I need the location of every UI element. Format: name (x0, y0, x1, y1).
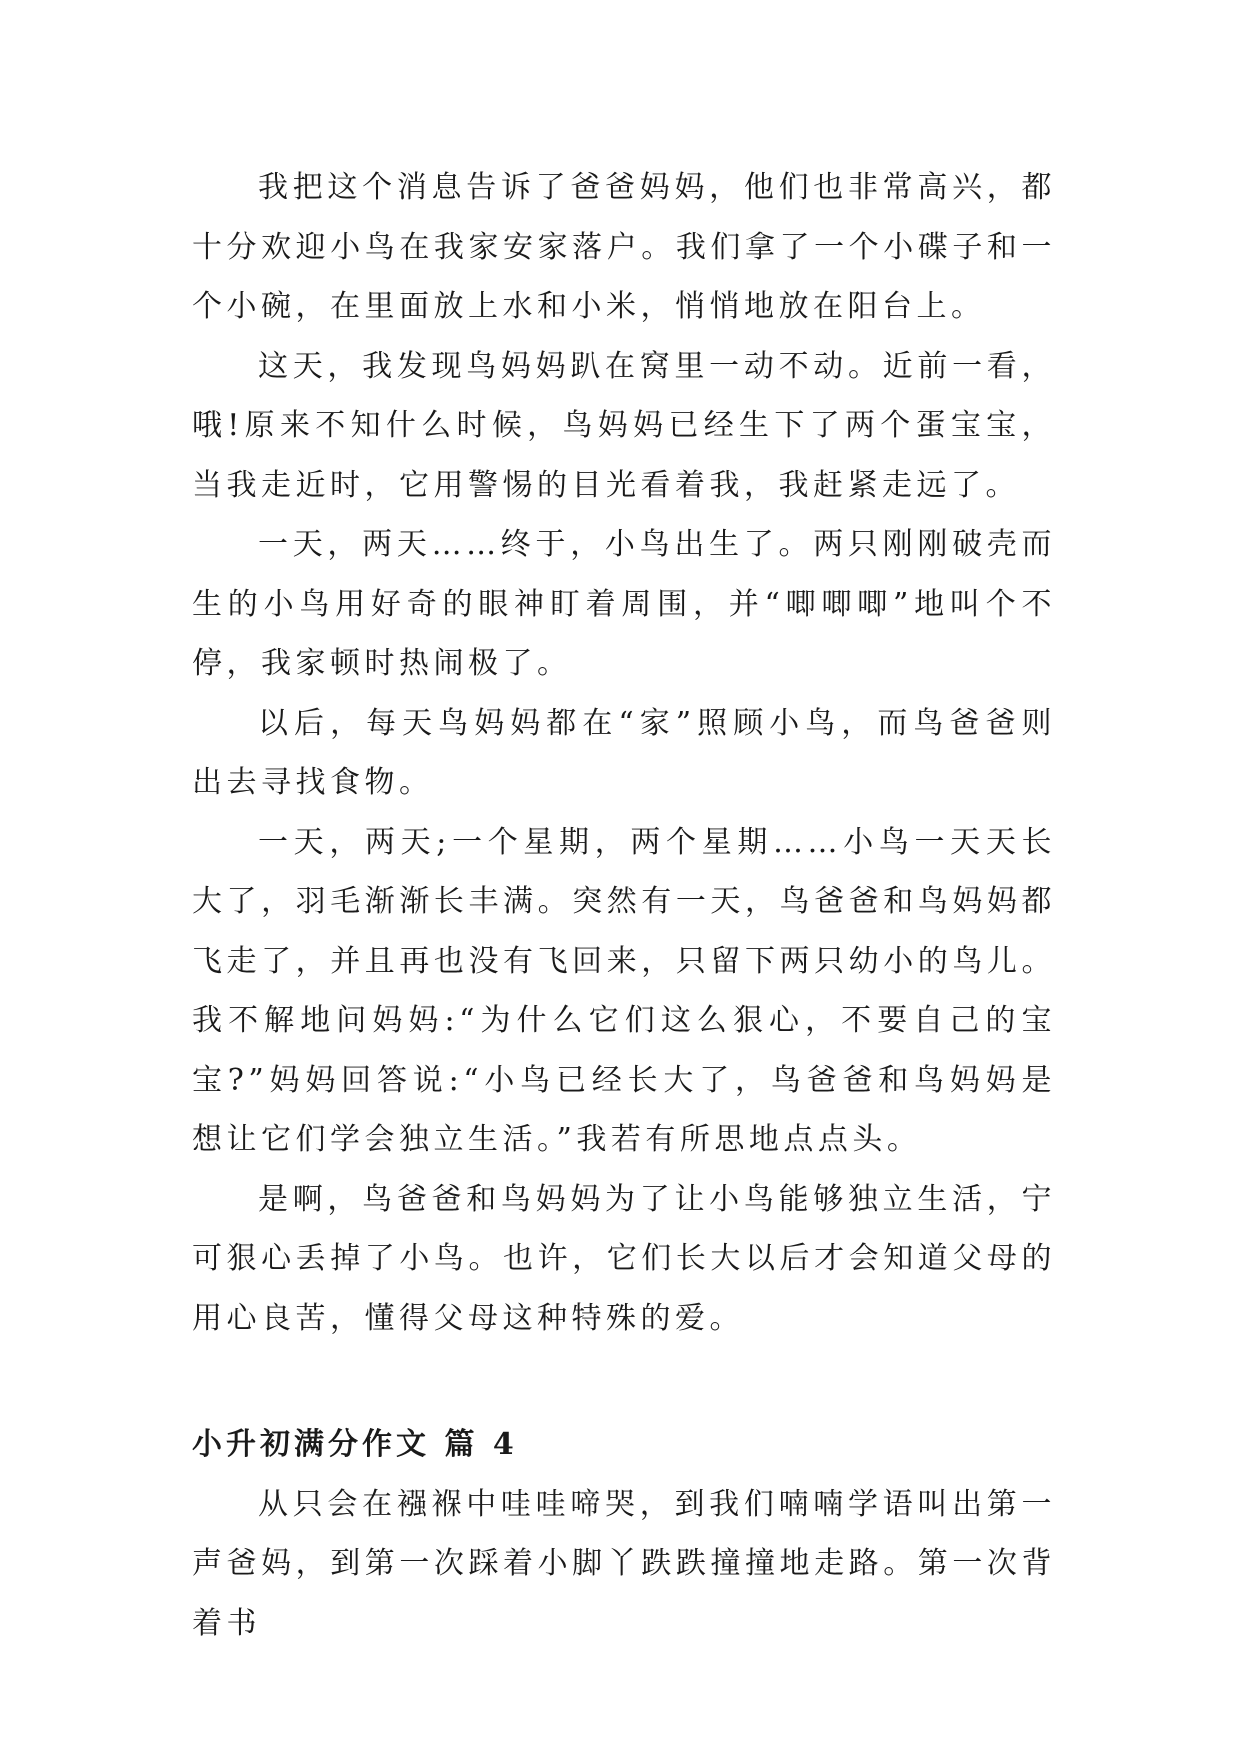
paragraph: 一天，两天;一个星期，两个星期……小鸟一天天长大了，羽毛渐渐长丰满。突然有一天，鸟爸爸和鸟妈妈都飞走了，并且再也没有飞回来，只留下两只幼小的鸟儿。我不解地问妈妈:“为什么它们这么狠心，不要自己的宝宝?”妈妈回答说:“小鸟已经长大了，鸟爸爸和鸟妈妈是想让它们学会独立生活。”我若有所思地点点头。 (192, 824, 1056, 1157)
paragraph: 我把这个消息告诉了爸爸妈妈，他们也非常高兴，都十分欢迎小鸟在我家安家落户。我们拿了一个小碟子和一个小碗，在里面放上水和小米，悄悄地放在阳台上。 (192, 170, 1056, 324)
paragraph: 以后，每天鸟妈妈都在“家”照顾小鸟，而鸟爸爸则出去寻找食物。 (192, 705, 1056, 800)
paragraph: 一天，两天……终于，小鸟出生了。两只刚刚破壳而生的小鸟用好奇的眼神盯着周围，并“唧唧唧”地叫个不停，我家顿时热闹极了。 (192, 527, 1056, 681)
paragraph: 从只会在襁褓中哇哇啼哭，到我们喃喃学语叫出第一声爸妈，到第一次踩着小脚丫跌跌撞撞地走路。第一次背着书 (192, 1486, 1056, 1641)
document-page (192, 158, 1056, 1653)
section-heading: 小升初满分作文 篇 4 (192, 1427, 518, 1462)
paragraph: 是啊，鸟爸爸和鸟妈妈为了让小鸟能够独立生活，宁可狠心丢掉了小鸟。也许，它们长大以后才会知道父母的用心良苦，懂得父母这种特殊的爱。 (192, 1181, 1056, 1336)
paragraph: 这天，我发现鸟妈妈趴在窝里一动不动。近前一看，哦!原来不知什么时候，鸟妈妈已经生下了两个蛋宝宝，当我走近时，它用警惕的目光看着我，我赶紧走远了。 (192, 348, 1056, 503)
